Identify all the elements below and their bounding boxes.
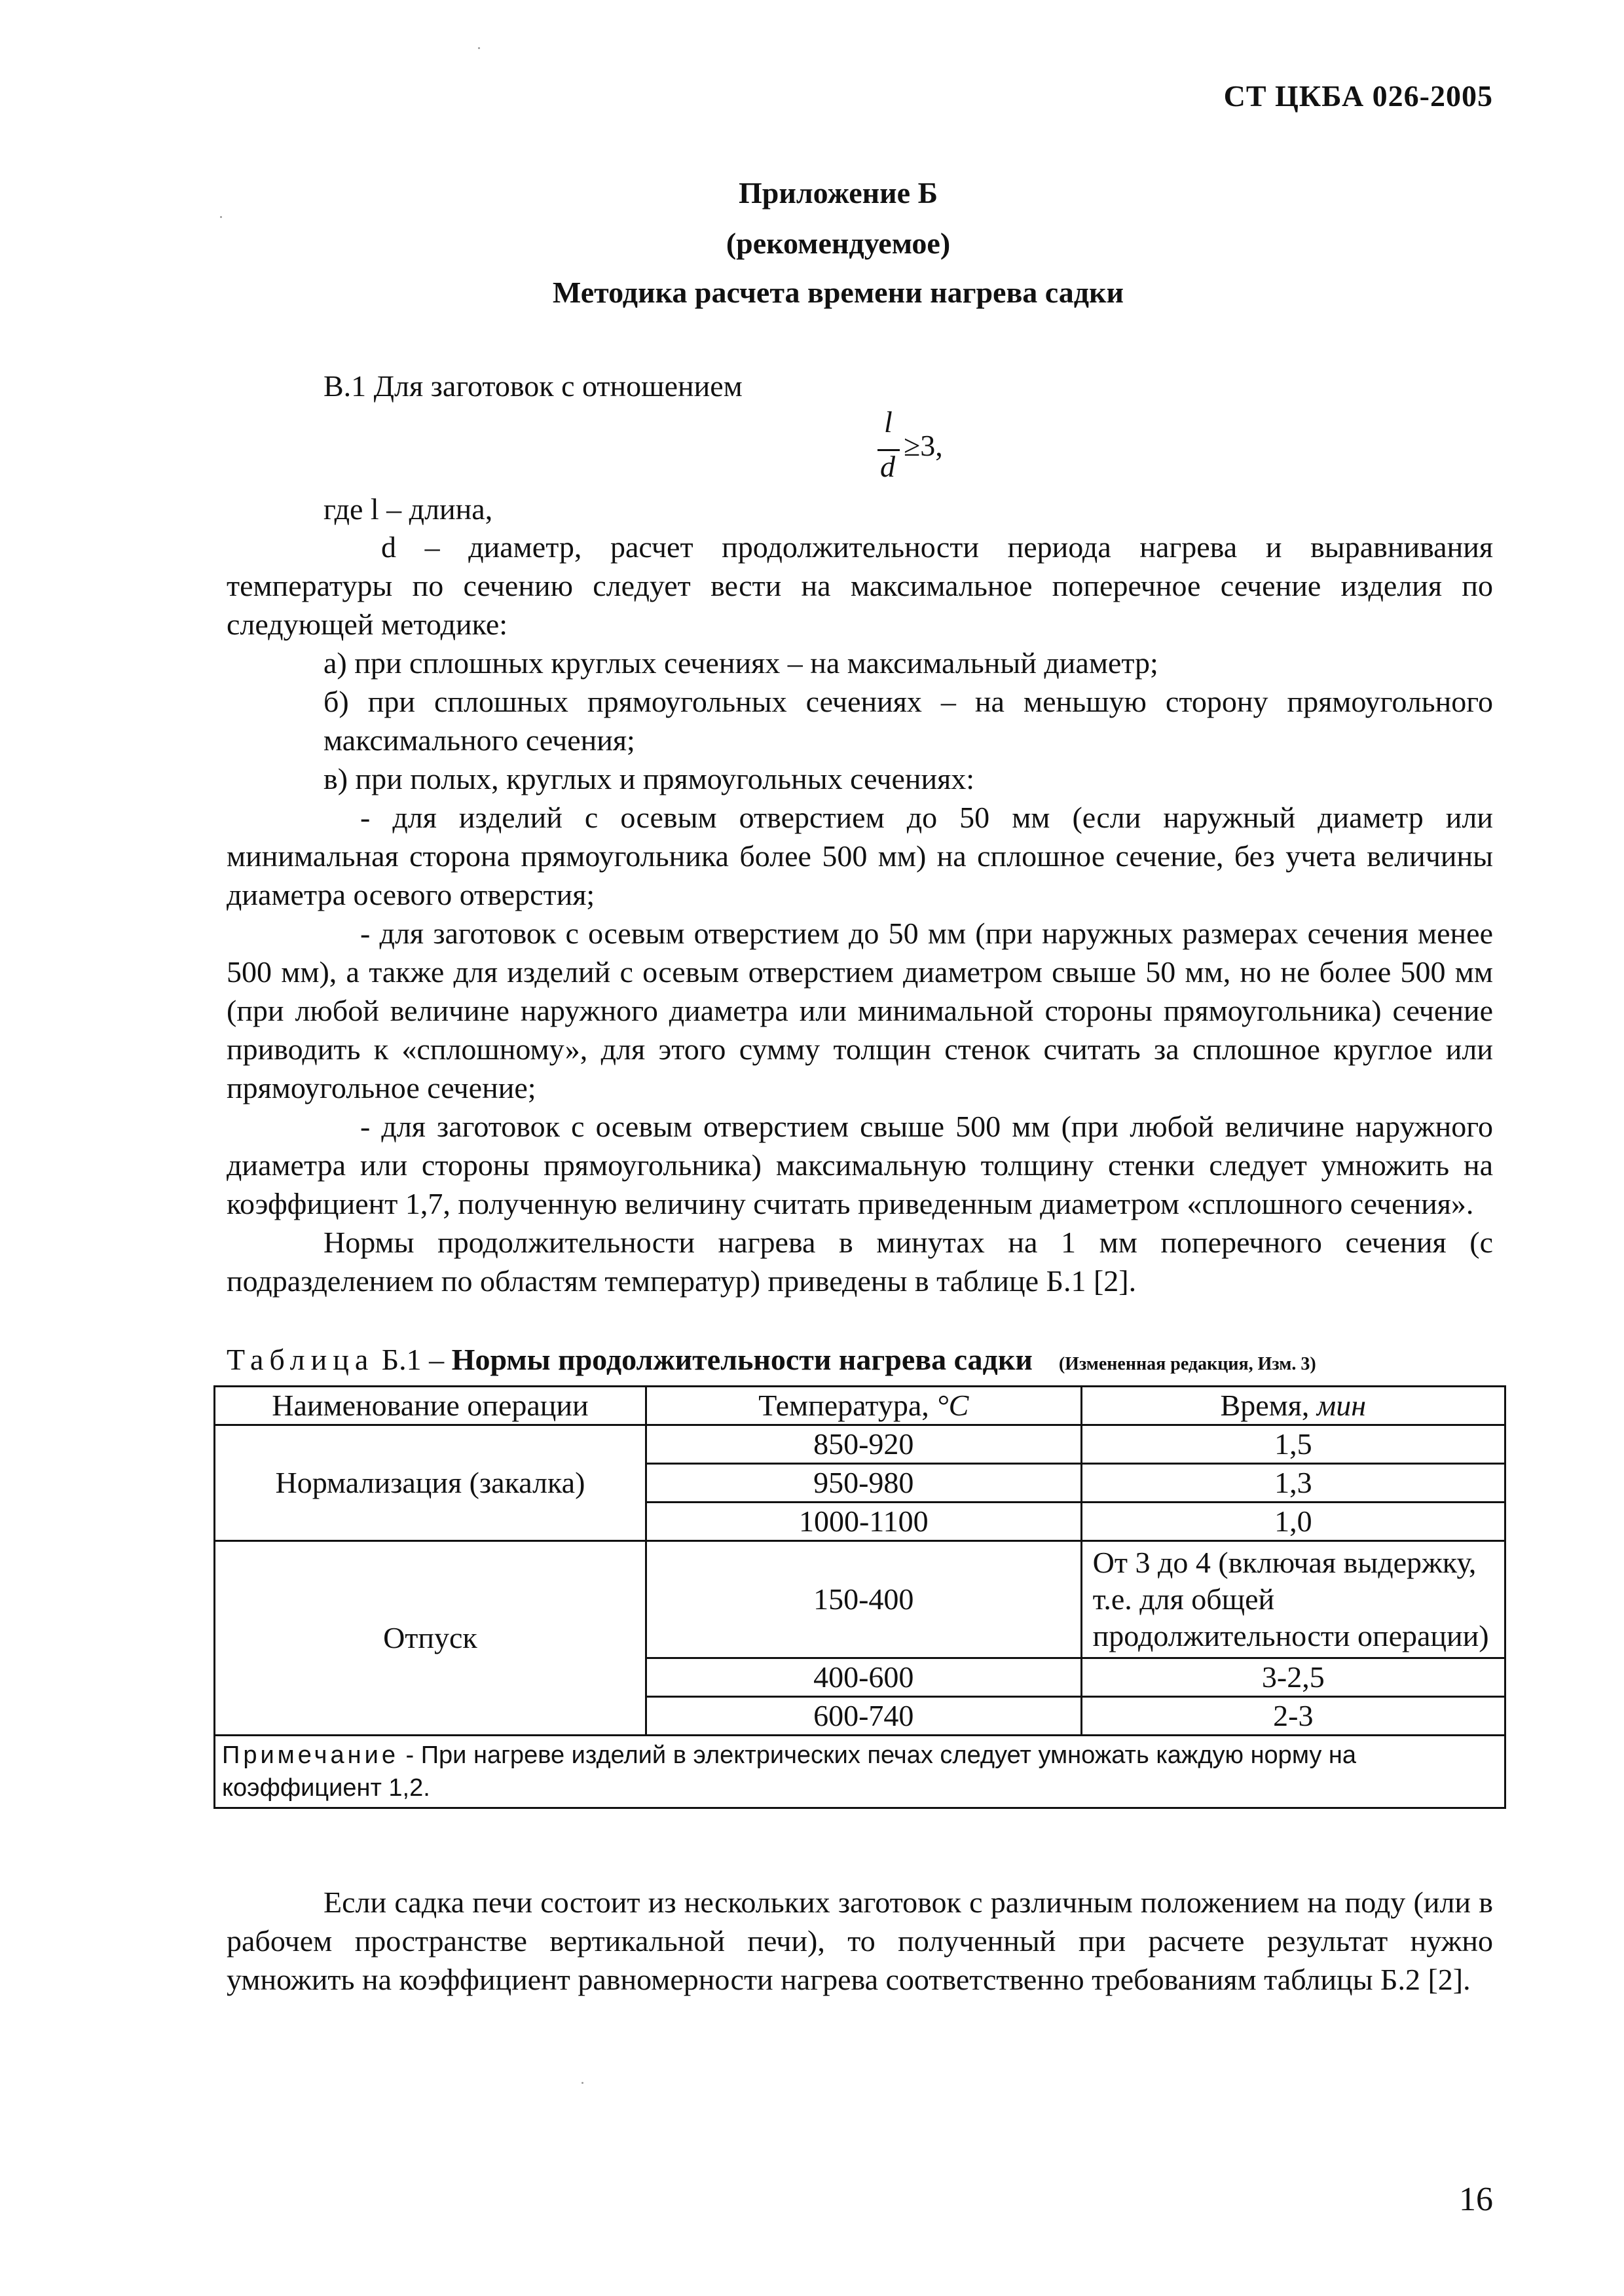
appendix-type: (рекомендуемое)	[726, 227, 951, 260]
temperature-cell: 150-400	[646, 1541, 1081, 1658]
time-cell: 1,5	[1081, 1425, 1505, 1464]
table-caption-number: Б.1 –	[374, 1343, 452, 1376]
dash-item-1: - для изделий с осевым отверстием до 50 мм (если наружный диаметр или минимальная сторона прямоугольника более 500 мм) на сплошное сечение, без учета величины диаметра осевого отверстия;	[227, 801, 1493, 911]
column-header-temperature	[646, 1387, 1081, 1425]
temperature-cell: 400-600	[646, 1658, 1081, 1697]
dash-item-2: - для заготовок с осевым отверстием до 50 мм (при наружных размерах сечения менее 500 мм), а также для изделий с осевым отверстием диаметром свыше 50 мм, но не более 500 мм (при любой величине наружного диаметра или минимальной стороны прямоугольника) сечение приводить к «сплошному», для этого сумму толщин стенок считать за сплошное круглое или прямоугольное сечение;	[227, 917, 1493, 1104]
definition-diameter-paragraph: d – диаметр, расчет продолжительности периода нагрева и выравнивания температуры по сечению следует вести на максимальное поперечное сечение изделия по следующей методике:	[227, 530, 1493, 641]
list-item-v: в) при полых, круглых и прямоугольных сечениях:	[323, 762, 975, 795]
time-cell: От 3 до 4 (включая выдержку, т.е. для общей продолжительности операции)	[1081, 1541, 1505, 1658]
clause-b1-intro: В.1 Для заготовок с отношением	[323, 369, 743, 403]
table-caption-word: Таблица	[227, 1343, 375, 1376]
norms-paragraph: Нормы продолжительности нагрева в минутах на 1 мм поперечного сечения (с подразделением по областям температур) приведены в таблице Б.1 [2].	[227, 1226, 1493, 1298]
column-header-operation: Наименование операции	[215, 1387, 646, 1425]
appendix-title: Приложение Б	[738, 176, 938, 210]
scan-speck	[581, 2082, 583, 2084]
temperature-cell: 950-980	[646, 1464, 1081, 1503]
table-caption-title: Нормы продолжительности нагрева садки	[451, 1343, 1033, 1376]
time-cell: 1,0	[1081, 1503, 1505, 1541]
table-header-row	[215, 1387, 1505, 1425]
dash-item-3: - для заготовок с осевым отверстием свыше 500 мм (при любой величине наружного диаметра или стороны прямоугольника) максимальную толщину стенки следует умножить на коэффициент 1,7, полученную величину считать приведенным диаметром «сплошного сечения».	[227, 1110, 1493, 1220]
list-item-b: б) при сплошных прямоугольных сечениях – на меньшую сторону прямоугольного максимального сечения;	[323, 685, 1493, 757]
table-note-text: - При нагреве изделий в электрических печах следует умножать каждую норму на коэффициент 1,2.	[222, 1741, 1357, 1802]
temperature-cell: 850-920	[646, 1425, 1081, 1464]
table-note-row	[215, 1736, 1505, 1808]
document-code: СТ ЦКБА 026-2005	[1223, 79, 1493, 113]
closing-paragraph: Если садка печи состоит из нескольких заготовок с различным положением на поду (или в рабочем пространстве вертикальной печи), то полученный при расчете результат нужно умножить на коэффициент равномерности нагрева соответственно требованиям таблицы Б.2 [2].	[227, 1886, 1493, 1996]
temperature-cell: 600-740	[646, 1697, 1081, 1736]
scan-speck	[220, 216, 222, 218]
table-row	[215, 1425, 1505, 1464]
formula-relation: ≥3,	[904, 429, 943, 462]
scan-speck	[478, 47, 480, 49]
table-note-label: Примечание	[222, 1741, 399, 1769]
page-number: 16	[1459, 2181, 1493, 2218]
temperature-header-unit: °C	[936, 1389, 969, 1422]
list-item-a: а) при сплошных круглых сечениях – на максимальный диаметр;	[323, 646, 1158, 680]
column-header-time	[1081, 1387, 1505, 1425]
table-revision-note: (Измененная редакция, Изм. 3)	[1058, 1354, 1316, 1374]
definition-length: где l – длина,	[323, 492, 493, 526]
time-cell: 3-2,5	[1081, 1658, 1505, 1697]
heating-norms-table	[213, 1385, 1506, 1809]
operation-cell: Отпуск	[215, 1541, 646, 1736]
temperature-cell: 1000-1100	[646, 1503, 1081, 1541]
method-title: Методика расчета времени нагрева садки	[552, 276, 1124, 309]
time-cell: 2-3	[1081, 1697, 1505, 1736]
table-caption	[227, 1342, 1316, 1377]
temperature-header-label: Температура,	[758, 1389, 937, 1422]
time-header-label: Время,	[1220, 1389, 1317, 1422]
table-row	[215, 1541, 1505, 1658]
formula-numerator: l	[884, 405, 893, 439]
formula-denominator: d	[880, 450, 895, 483]
operation-cell: Нормализация (закалка)	[215, 1425, 646, 1541]
time-header-unit: мин	[1316, 1389, 1367, 1422]
time-cell: 1,3	[1081, 1464, 1505, 1503]
table-note	[215, 1736, 1505, 1808]
